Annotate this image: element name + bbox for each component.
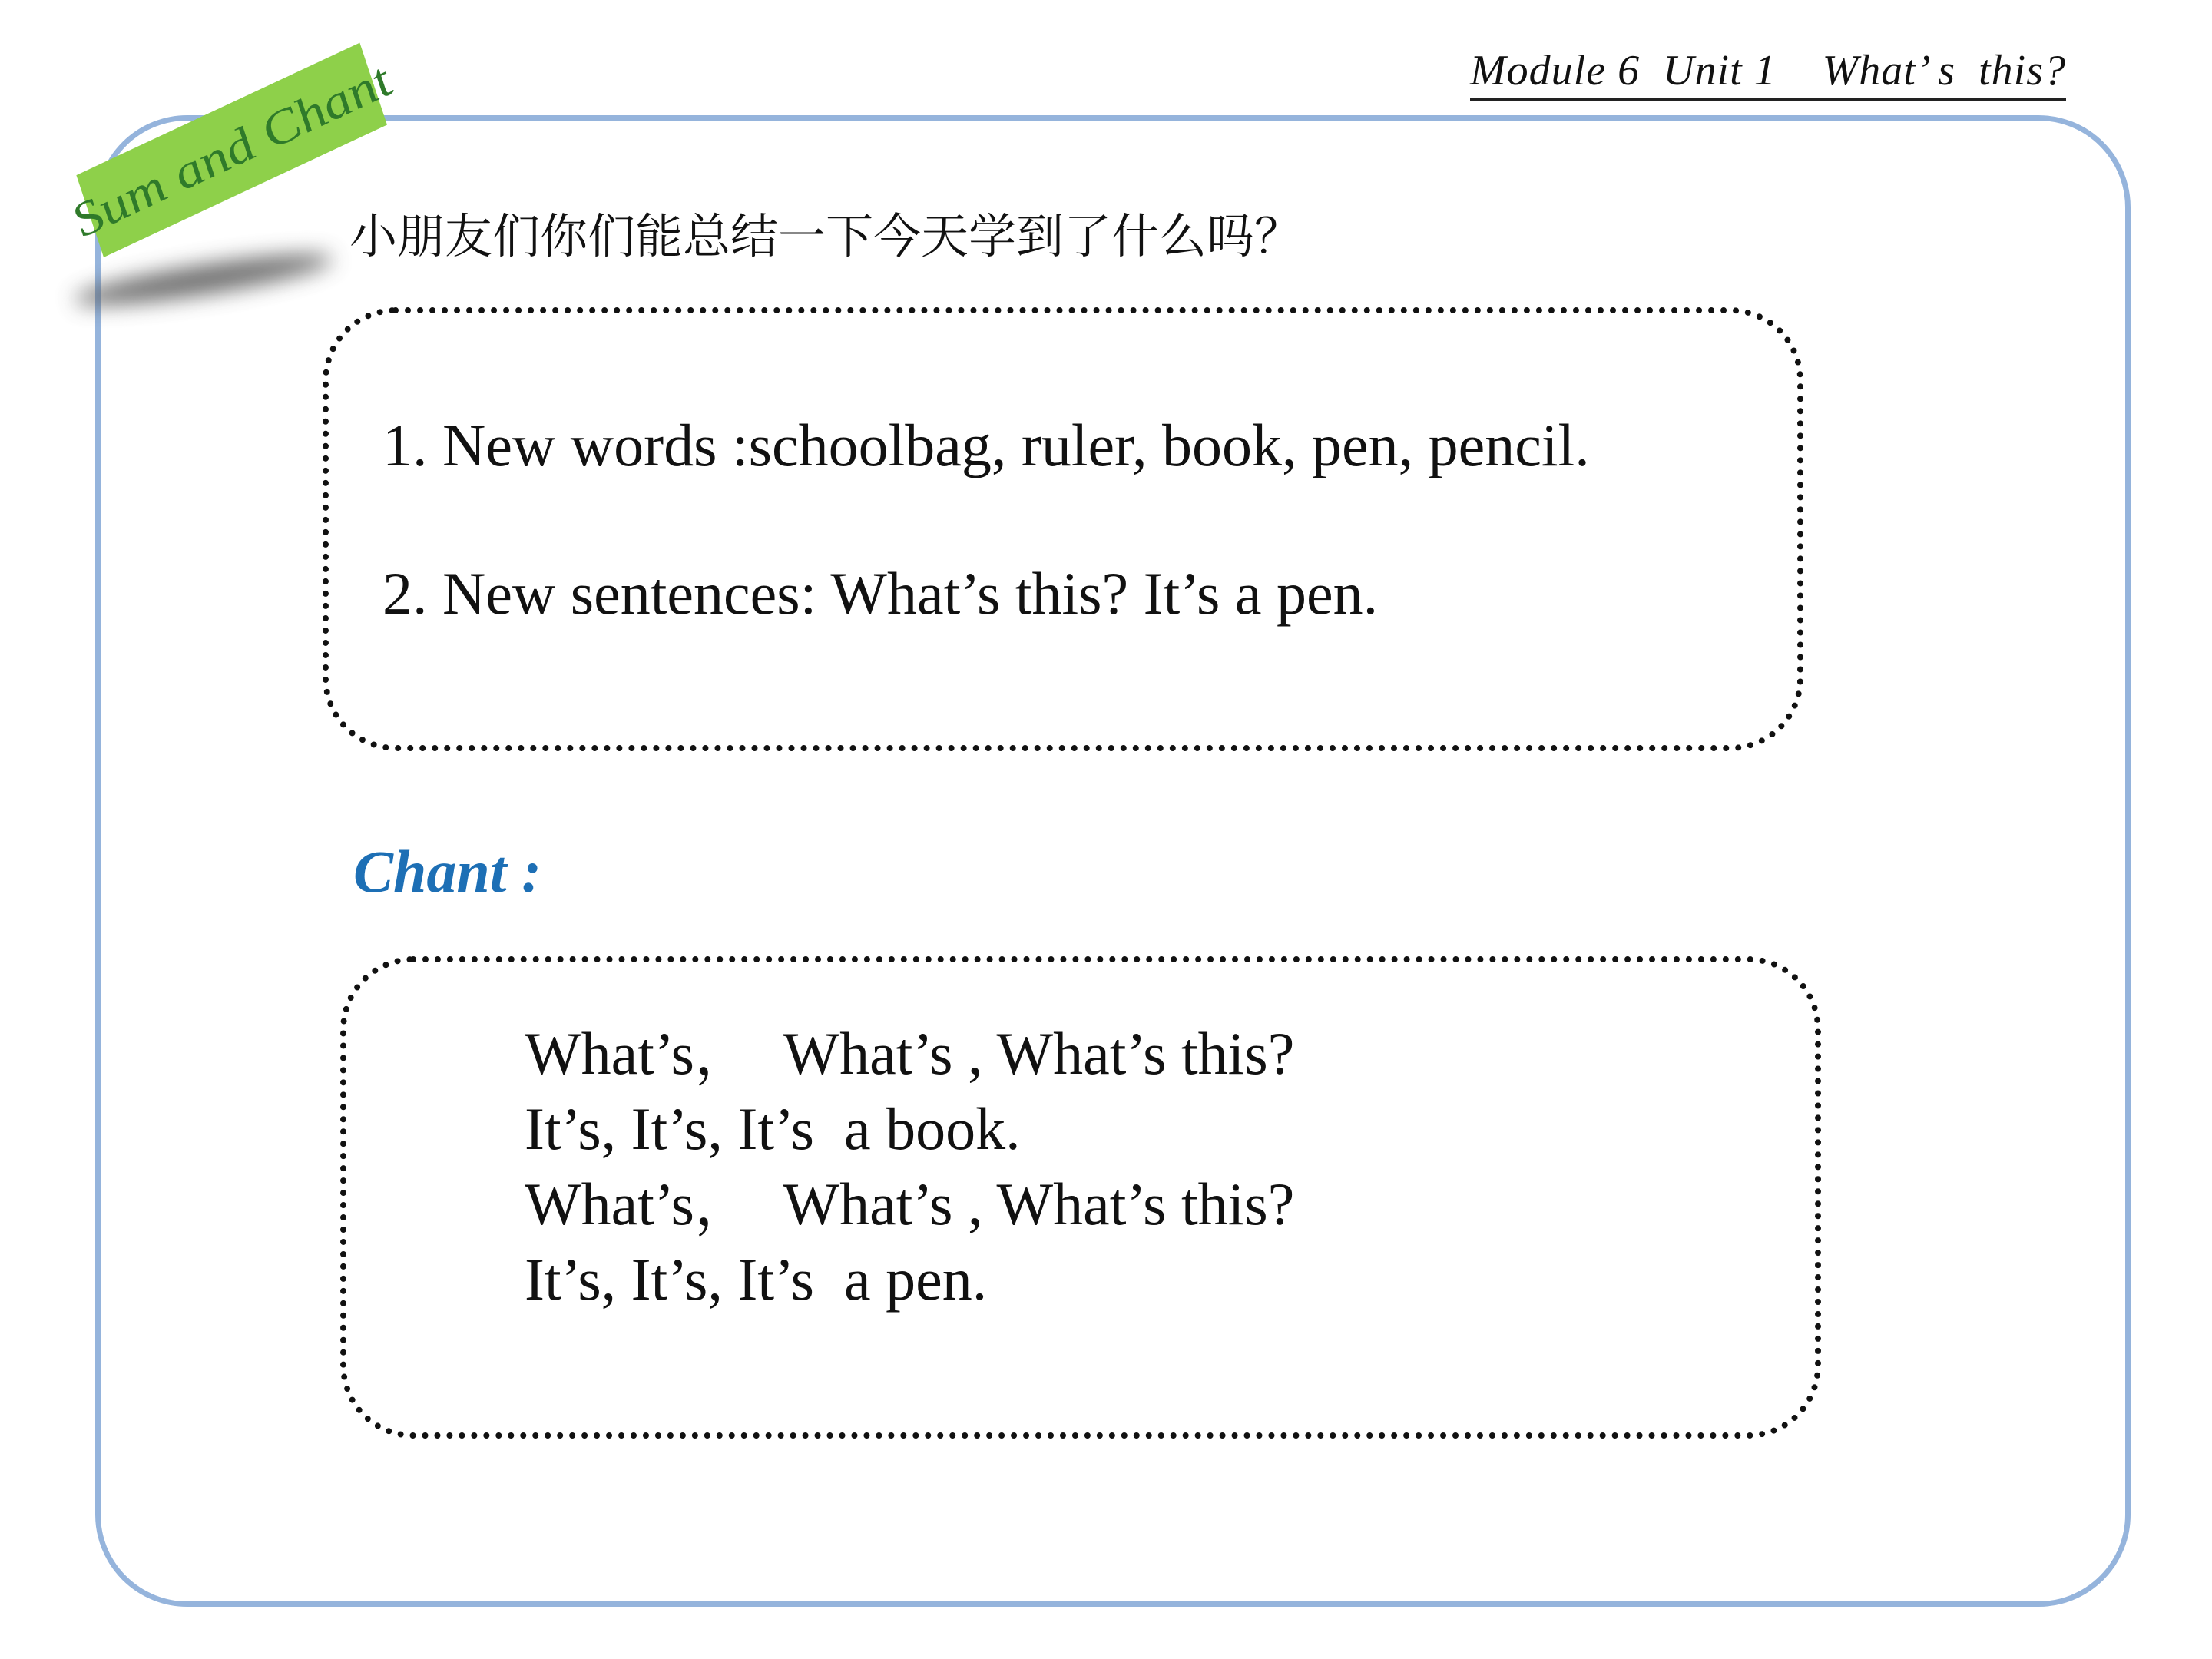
chant-heading: Chant :: [353, 838, 541, 905]
chant-line: What’s， What’s , What’s this?: [525, 1171, 1295, 1237]
lesson-title: Module 6 Unit 1 What’ s this?: [1470, 46, 2066, 101]
chant-line: It’s, It’s, It’s a book.: [525, 1095, 1021, 1162]
chant-line: It’s, It’s, It’s a pen.: [525, 1246, 988, 1313]
summary-box: [323, 307, 1803, 751]
summary-question: 小朋友们你们能总结一下今天学到了什么吗？: [349, 208, 1303, 264]
chant-lines: [525, 1016, 1294, 1317]
section-badge-label: Sum and Chant: [61, 52, 402, 247]
summary-item-new-sentences: 2. New sentences: What’s this? It’s a pen.: [382, 560, 1379, 627]
chant-line: What’s， What’s , What’s this?: [525, 1020, 1295, 1087]
summary-item-new-words: 1. New words :schoolbag, ruler, book, pen, pencil.: [382, 412, 1590, 478]
